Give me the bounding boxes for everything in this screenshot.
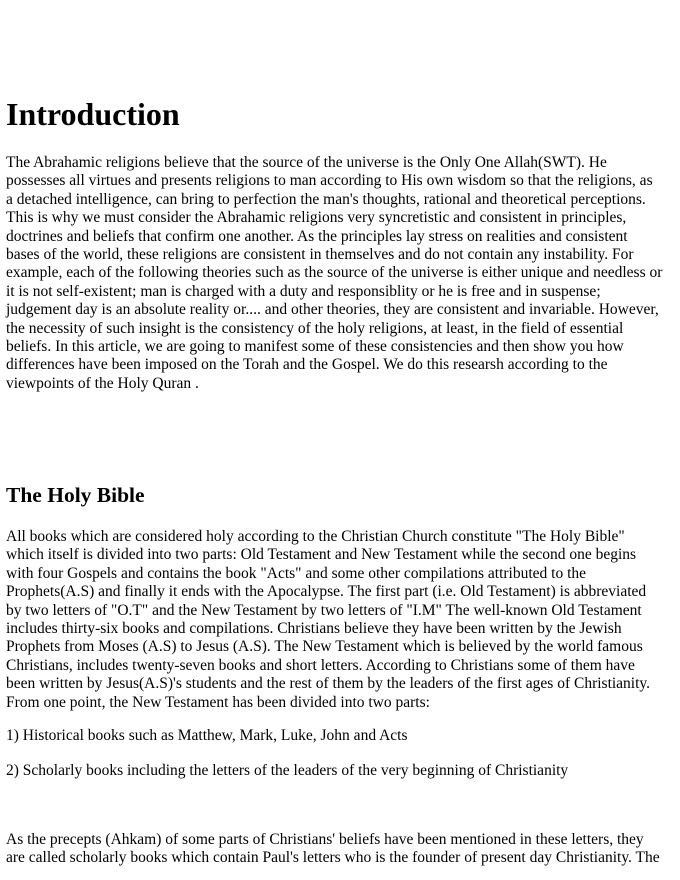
list-item-historical-books xyxy=(6,727,676,745)
text-line: judgement day is an absolute reality or.... and other theories, they are consistent and invariable. However, xyxy=(6,301,659,319)
text-line: by two letters of "O.T" and the New Testament by two letters of "I.M" The well-known Old Testament xyxy=(6,601,642,619)
page-title: Introduction xyxy=(6,96,180,132)
introduction-paragraph xyxy=(6,154,676,393)
text-line: bases of the world, these religions are consistent in themselves and do not contain any instability. For xyxy=(6,246,634,264)
text-line: example, each of the following theories such as the source of the universe is either unique and needless or xyxy=(6,264,663,282)
text-line: 1) Historical books such as Matthew, Mark, Luke, John and Acts xyxy=(6,727,408,744)
text-line: are called scholarly books which contain Paul's letters who is the founder of present day Christianity. The xyxy=(6,849,660,867)
text-line: Christians, includes twenty-seven books and short letters. According to Christians some of them have xyxy=(6,656,635,674)
list-item-scholarly-books xyxy=(6,762,676,780)
text-line: The Abrahamic religions believe that the source of the universe is the Only One Allah(SWT). He xyxy=(6,154,607,171)
text-line: beliefs. In this article, we are going to manifest some of these consistencies and then show you how xyxy=(6,338,624,356)
text-line: been written by Jesus(A.S)'s students and the rest of them by the leaders of the first ages of Christianity. xyxy=(6,675,651,693)
text-line: From one point, the New Testament has been divided into two parts: xyxy=(6,693,430,711)
text-line: doctrines and beliefs that confirm one another. As the principles lay stress on realities and consistent xyxy=(6,227,628,245)
text-line: Prophets(A.S) and finally it ends with the Apocalypse. The first part (i.e. Old Testament) is abbreviated xyxy=(6,583,647,601)
text-line: differences have been imposed on the Torah and the Gospel. We do this researsh according to the xyxy=(6,356,608,374)
text-line: This is why we must consider the Abrahamic religions very syncretistic and consistent in principles, xyxy=(6,209,627,227)
text-line: viewpoints of the Holy Quran . xyxy=(6,374,199,392)
text-line: with four Gospels and contains the book "Acts" and some other compilations attributed to the xyxy=(6,564,587,582)
text-line: which itself is divided into two parts: Old Testament and New Testament while the second one begins xyxy=(6,546,637,564)
text-line: As the precepts (Ahkam) of some parts of Christians' beliefs have been mentioned in these letters, they xyxy=(6,831,644,848)
text-line: the necessity of such insight is the consistency of the holy religions, at least, in the field of essential xyxy=(6,319,624,337)
text-line: it is not self-existent; man is charged with a duty and responsiblity or he is free and in suspense; xyxy=(6,282,601,300)
text-line: 2) Scholarly books including the letters of the leaders of the very beginning of Christianity xyxy=(6,762,569,779)
text-line: Prophets from Moses (A.S) to Jesus (A.S). The New Testament which is believed by the world famous xyxy=(6,638,643,656)
text-line: includes thirty-six books and compilations. Christians believe they have been written by the Jewish xyxy=(6,620,622,638)
holy-bible-paragraph xyxy=(6,528,676,712)
text-line: possesses all virtues and presents religions to man according to His own wisdom so that the religions, as xyxy=(6,172,653,190)
section-heading-holy-bible: The Holy Bible xyxy=(6,483,145,507)
text-line: a detached intelligence, can bring to perfection the man's thoughts, rational and theoretical perceptions. xyxy=(6,190,646,208)
text-line: All books which are considered holy according to the Christian Church constitute "The Holy Bible" xyxy=(6,528,625,545)
precepts-paragraph xyxy=(6,831,676,868)
